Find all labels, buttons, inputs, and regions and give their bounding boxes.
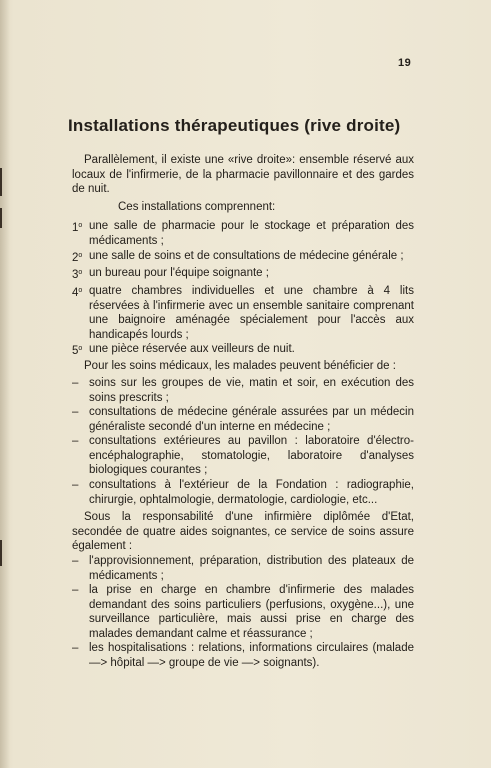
dash-marker: – <box>72 435 79 447</box>
dash-marker: – <box>72 406 79 418</box>
installation-item <box>72 249 414 264</box>
dash-marker: – <box>72 377 79 389</box>
item-text: l'approvisionnement, préparation, distribution des plateaux de médicaments ; <box>89 555 414 582</box>
installation-item <box>72 219 414 248</box>
soins-item <box>72 376 414 405</box>
item-number: 5$^o$ <box>72 345 83 357</box>
item-number: 3$^o$ <box>72 269 83 281</box>
responsabilite-paragraph: Sous la responsabilité d'une infirmière diplômée d'Etat, secondée de quatre aides soignantes, ce service de soins assure également : <box>72 511 414 552</box>
intro-block <box>72 153 414 197</box>
service-item <box>72 641 414 670</box>
item-number: 2$^o$ <box>72 252 83 264</box>
item-number: 1$^o$ <box>72 222 83 234</box>
item-text: consultations extérieures au pavillon : laboratoire d'électro-encéphalographie, stomatologie, laboratoire d'analyses biologiques courantes ; <box>89 435 414 476</box>
service-item <box>72 583 414 641</box>
dash-marker: – <box>72 642 79 654</box>
item-text: consultations à l'extérieur de la Fondation : radiographie, chirurgie, ophtalmologie, dermatologie, cardiologie, etc... <box>89 479 414 506</box>
item-text: soins sur les groupes de vie, matin et soir, en exécution des soins prescrits ; <box>89 377 414 404</box>
installations-intro: Ces installations comprennent: <box>118 201 276 213</box>
soins-item <box>72 478 414 507</box>
item-text: consultations de médecine générale assurées par un médecin généraliste secondé d'un interne en médecine ; <box>89 406 414 433</box>
dash-marker: – <box>72 479 79 491</box>
item-text: une salle de soins et de consultations de médecine générale ; <box>89 250 404 262</box>
item-text: un bureau pour l'équipe soignante ; <box>89 267 269 279</box>
soins-item <box>72 405 414 434</box>
dash-marker: – <box>72 555 79 567</box>
item-text: les hospitalisations : relations, informations circulaires (malade —> hôpital —> groupe de vie —> soignants). <box>89 642 414 669</box>
item-text: une salle de pharmacie pour le stockage et préparation des médicaments ; <box>89 220 414 247</box>
edge-mark <box>0 208 2 228</box>
item-text: quatre chambres individuelles et une chambre à 4 lits réservées à l'infirmerie avec un ensemble sanitaire comprenant une baignoire aménagée spécialement pour l'accès aux handicapés lourds ; <box>89 285 414 341</box>
page-number: 19 <box>398 57 412 69</box>
installation-item <box>72 266 414 281</box>
installation-item <box>72 342 414 357</box>
dash-marker: – <box>72 584 79 596</box>
item-text: la prise en charge en chambre d'infirmerie des malades demandant des soins particuliers (perfusions, oxygène...), une surveillance particulière, mais aussi prise en charge des malades demandant calme et réassurance ; <box>89 584 414 640</box>
binding-shadow <box>0 0 10 768</box>
responsabilite-block <box>72 510 414 554</box>
item-text: une pièce réservée aux veilleurs de nuit. <box>89 343 295 355</box>
soins-intro-block <box>72 359 414 374</box>
edge-mark <box>0 168 2 196</box>
soins-intro: Pour les soins médicaux, les malades peuvent bénéficier de : <box>84 360 396 372</box>
installations-intro-block <box>72 200 414 215</box>
installation-item <box>72 284 414 342</box>
edge-mark <box>0 540 2 566</box>
intro-paragraph: Parallèlement, il existe une «rive droite»: ensemble réservé aux locaux de l'infirmerie, de la pharmacie pavillonnaire et des gardes de nuit. <box>72 154 414 195</box>
item-number: 4$^o$ <box>72 287 83 299</box>
service-item <box>72 554 414 583</box>
soins-item <box>72 434 414 478</box>
section-title: Installations thérapeutiques (rive droite) <box>68 116 401 135</box>
